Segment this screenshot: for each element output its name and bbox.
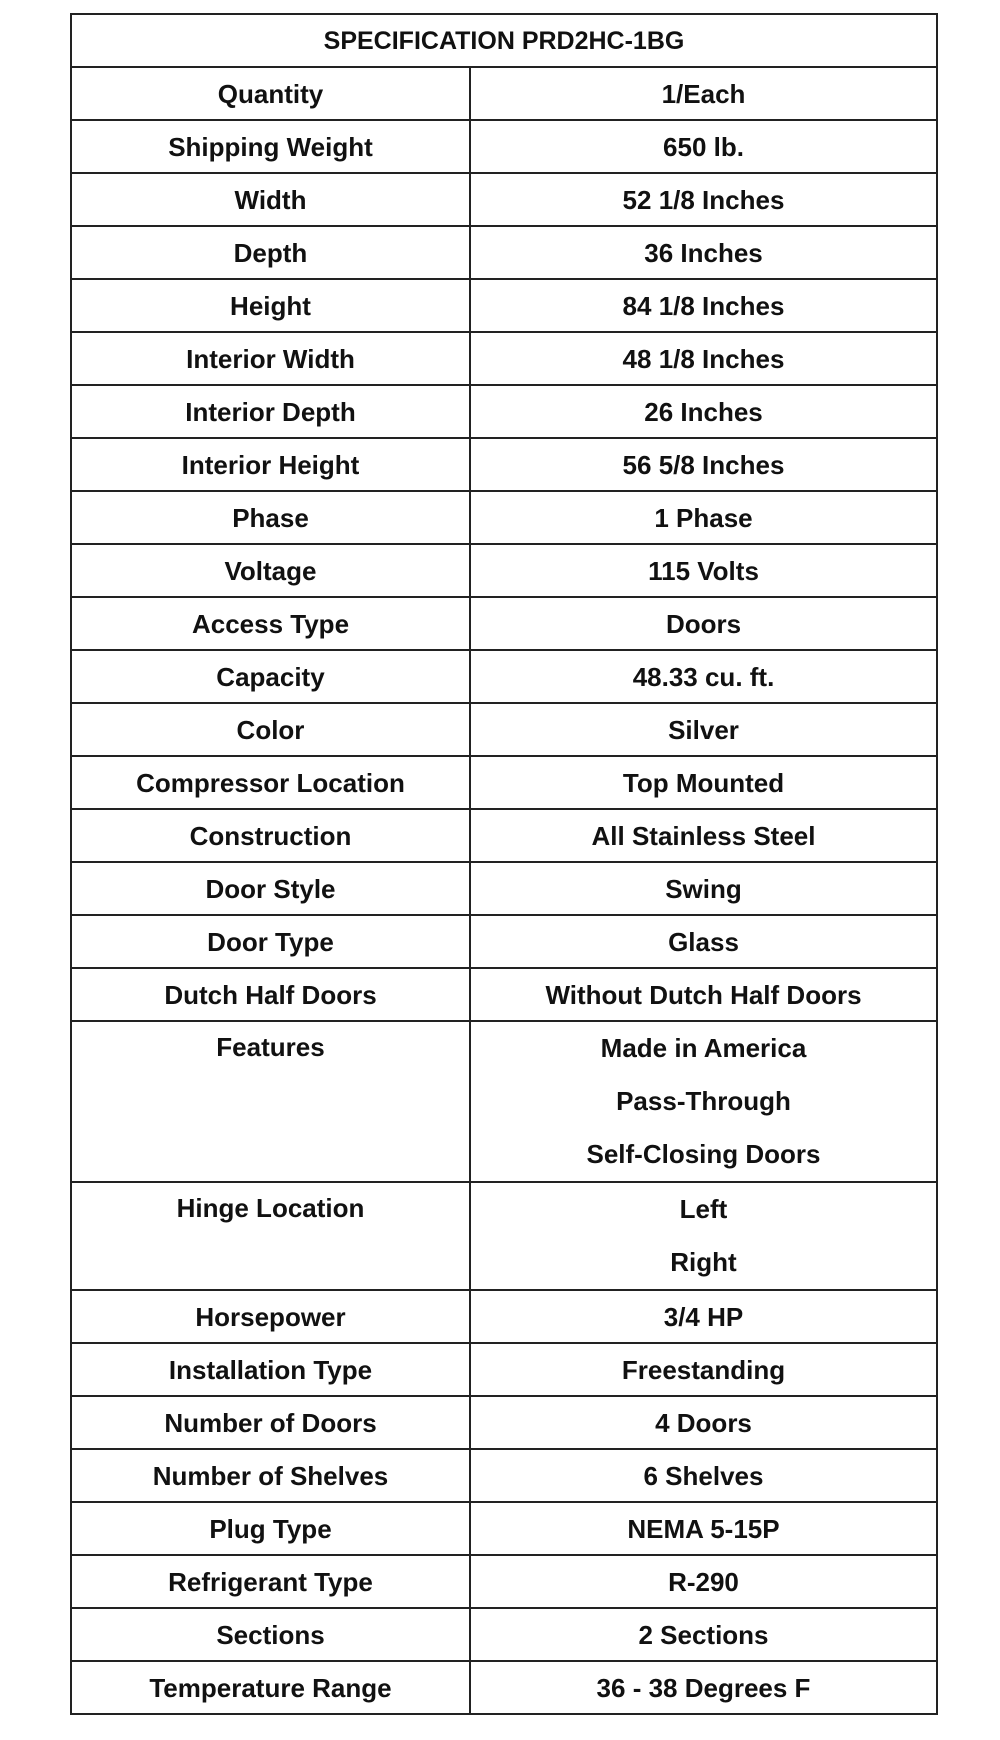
spec-value-sections: 2 Sections xyxy=(470,1608,937,1661)
spec-value-door-style: Swing xyxy=(470,862,937,915)
table-body xyxy=(71,67,937,1714)
spec-value-phase: 1 Phase xyxy=(470,491,937,544)
table-row xyxy=(71,332,937,385)
spec-value-installation-type: Freestanding xyxy=(470,1343,937,1396)
spec-value-interior-depth: 26 Inches xyxy=(470,385,937,438)
table-row xyxy=(71,544,937,597)
spec-value-dutch-half-doors: Without Dutch Half Doors xyxy=(470,968,937,1021)
table-row xyxy=(71,1182,937,1290)
spec-label-refrigerant-type: Refrigerant Type xyxy=(71,1555,470,1608)
table-row xyxy=(71,67,937,120)
spec-label-temperature-range: Temperature Range xyxy=(71,1661,470,1714)
spec-value-capacity: 48.33 cu. ft. xyxy=(470,650,937,703)
spec-label-number-of-doors: Number of Doors xyxy=(71,1396,470,1449)
spec-label-number-of-shelves: Number of Shelves xyxy=(71,1449,470,1502)
spec-value-interior-width: 48 1/8 Inches xyxy=(470,332,937,385)
spec-value-shipping-weight: 650 lb. xyxy=(470,120,937,173)
spec-label-dutch-half-doors: Dutch Half Doors xyxy=(71,968,470,1021)
spec-label-quantity: Quantity xyxy=(71,67,470,120)
spec-label-installation-type: Installation Type xyxy=(71,1343,470,1396)
table-row xyxy=(71,1608,937,1661)
table-row xyxy=(71,438,937,491)
spec-label-voltage: Voltage xyxy=(71,544,470,597)
table-row xyxy=(71,1555,937,1608)
table-row xyxy=(71,1449,937,1502)
spec-value-door-type: Glass xyxy=(470,915,937,968)
table-row xyxy=(71,597,937,650)
spec-value-height: 84 1/8 Inches xyxy=(470,279,937,332)
spec-value-temperature-range: 36 - 38 Degrees F xyxy=(470,1661,937,1714)
spec-label-hinge-location: Hinge Location xyxy=(71,1182,470,1290)
spec-value-line: Right xyxy=(670,1247,737,1277)
spec-label-width: Width xyxy=(71,173,470,226)
spec-value-construction: All Stainless Steel xyxy=(470,809,937,862)
spec-label-compressor-location: Compressor Location xyxy=(71,756,470,809)
spec-label-color: Color xyxy=(71,703,470,756)
table-row xyxy=(71,809,937,862)
spec-value-plug-type: NEMA 5-15P xyxy=(470,1502,937,1555)
spec-value-access-type: Doors xyxy=(470,597,937,650)
spec-label-interior-width: Interior Width xyxy=(71,332,470,385)
table-header-row xyxy=(71,14,937,67)
spec-label-interior-height: Interior Height xyxy=(71,438,470,491)
table-row xyxy=(71,915,937,968)
spec-label-shipping-weight: Shipping Weight xyxy=(71,120,470,173)
spec-label-sections: Sections xyxy=(71,1608,470,1661)
table-row xyxy=(71,491,937,544)
spec-value-width: 52 1/8 Inches xyxy=(470,173,937,226)
table-row xyxy=(71,1021,937,1182)
spec-value-interior-height: 56 5/8 Inches xyxy=(470,438,937,491)
table-title: SPECIFICATION PRD2HC-1BG xyxy=(71,14,937,67)
spec-value-features xyxy=(470,1021,937,1182)
table-row xyxy=(71,226,937,279)
table-row xyxy=(71,703,937,756)
spec-label-height: Height xyxy=(71,279,470,332)
spec-value-refrigerant-type: R-290 xyxy=(470,1555,937,1608)
spec-label-construction: Construction xyxy=(71,809,470,862)
spec-label-interior-depth: Interior Depth xyxy=(71,385,470,438)
table-row xyxy=(71,1396,937,1449)
spec-label-access-type: Access Type xyxy=(71,597,470,650)
table-row xyxy=(71,1343,937,1396)
spec-value-line: Pass-Through xyxy=(616,1086,791,1116)
table-row xyxy=(71,120,937,173)
spec-value-line: Self-Closing Doors xyxy=(586,1139,821,1169)
spec-value-quantity: 1/Each xyxy=(470,67,937,120)
spec-value-hinge-location xyxy=(470,1182,937,1290)
spec-value-line: Made in America xyxy=(600,1033,807,1063)
table-row xyxy=(71,756,937,809)
table-row xyxy=(71,650,937,703)
spec-label-features: Features xyxy=(71,1021,470,1182)
spec-label-phase: Phase xyxy=(71,491,470,544)
spec-label-door-type: Door Type xyxy=(71,915,470,968)
table-row xyxy=(71,1661,937,1714)
spec-value-line: Left xyxy=(679,1194,728,1224)
table-row xyxy=(71,385,937,438)
spec-label-door-style: Door Style xyxy=(71,862,470,915)
spec-label-horsepower: Horsepower xyxy=(71,1290,470,1343)
spec-label-depth: Depth xyxy=(71,226,470,279)
spec-value-depth: 36 Inches xyxy=(470,226,937,279)
table-row xyxy=(71,1502,937,1555)
table-row xyxy=(71,279,937,332)
table-row xyxy=(71,968,937,1021)
spec-value-horsepower: 3/4 HP xyxy=(470,1290,937,1343)
table-row xyxy=(71,173,937,226)
spec-value-color: Silver xyxy=(470,703,937,756)
spec-value-voltage: 115 Volts xyxy=(470,544,937,597)
spec-label-capacity: Capacity xyxy=(71,650,470,703)
table-row xyxy=(71,862,937,915)
spec-value-number-of-shelves: 6 Shelves xyxy=(470,1449,937,1502)
spec-value-number-of-doors: 4 Doors xyxy=(470,1396,937,1449)
specification-table xyxy=(70,13,938,1715)
table-row xyxy=(71,1290,937,1343)
spec-value-compressor-location: Top Mounted xyxy=(470,756,937,809)
spec-label-plug-type: Plug Type xyxy=(71,1502,470,1555)
